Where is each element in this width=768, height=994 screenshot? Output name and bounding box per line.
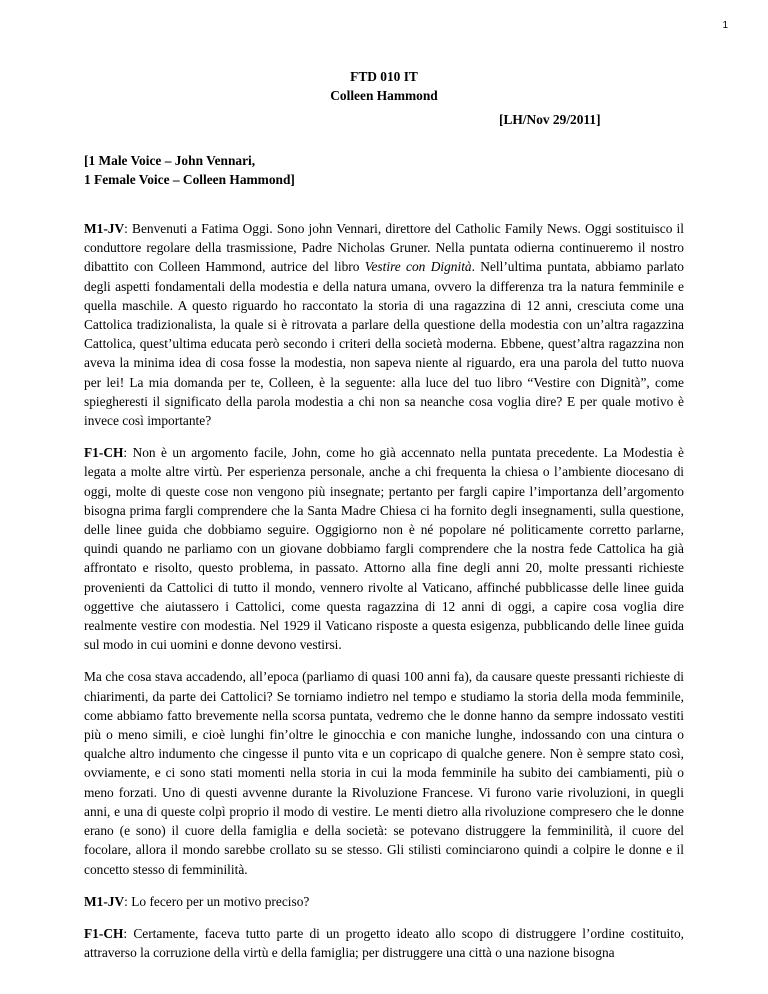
paragraph-text: . Nell’ultima puntata, abbiamo parlato degli aspetti fondamentali della modestia e della natura umana, ovvero la differenza tra la natura femminile e quella maschile. A questo riguardo ho raccontato la storia di una ragazzina di 12 anni, cresciuta come una Cattolica tradizionalista, la quale si è ritrovata a parlare della questione della modestia con un’altra ragazzina Cattolica, quest’ultima educata però secondo i criteri della società moderna. Ebbene, quest’altra ragazzina non aveva la minima idea di cosa fosse la modestia, non sapeva niente al riguardo, era una parola del tutto nuova per lei! La mia domanda per te, Colleen, è la seguente: alla luce del tuo libro “Vestire con Dignità”, come spiegheresti il significato della parola modestia a chi non sa neanche cosa voglia dire? E per quale motivo è invece così importante? xyxy=(84,259,684,429)
transcript-paragraph xyxy=(84,892,684,911)
speaker-label: M1-JV xyxy=(84,893,125,909)
speaker-label: F1-CH xyxy=(84,445,124,461)
paragraph-text: : Lo fecero per un motivo preciso? xyxy=(124,893,310,909)
paragraph-text: : Non è un argomento facile, John, come ho già accennato nella puntata precedente. La Modestia è legata a molte altre virtù. Per esperienza personale, anche a chi frequenta la chiesa o l’ambiente diocesano di oggi, molte di queste cose non vengono più insegnate; pertanto per fargli capire l’importanza dell’argomento bisogna prima fargli comprendere che la Santa Madre Chiesa ci ha fornito degli insegnamenti, sulla questione, delle linee guida che dobbiamo seguire. Oggigiorno non è né popolare né politicamente corretto parlarne, quindi quando ne parliamo con un giovane dobbiamo fargli comprendere che la nostra fede Cattolica ha già affrontato e risolto, questo problema, in passato. Attorno alla fine degli anni 20, molte pressanti richieste provenienti da Cattolici di tutto il mondo, vennero rivolte al Vaticano, affinché pubblicasse delle linee guida oggettive che aiutassero i Cattolici, come questa ragazzina di 12 anni di oggi, a capire cosa voglia dire realmente vestire con modestia. Nel 1929 il Vaticano risposte a questa esigenza, pubblicando delle linee guida sul modo in cui uomini e donne devono vestirsi. xyxy=(84,445,684,653)
paragraph-text: : Certamente, faceva tutto parte di un progetto ideato allo scopo di distruggere l’ordine costituito, attraverso la corruzione della virtù e della famiglia; per distruggere una città o una nazione bisogna xyxy=(84,925,684,961)
document-author: Colleen Hammond xyxy=(330,88,438,103)
voice-male: [1 Male Voice – John Vennari, xyxy=(84,153,256,168)
transcript-paragraph xyxy=(84,443,684,654)
page-number: 1 xyxy=(722,20,728,31)
transcript-paragraph xyxy=(84,924,684,962)
book-title: Vestire con Dignità xyxy=(364,259,472,275)
speaker-label: M1-JV xyxy=(84,221,125,236)
voice-female: 1 Female Voice – Colleen Hammond] xyxy=(84,172,295,188)
document-date-ref: [LH/Nov 29/2011] xyxy=(499,112,601,127)
speaker-label: F1-CH xyxy=(84,925,124,941)
transcript xyxy=(84,219,684,975)
paragraph-text: Ma che cosa stava accadendo, all’epoca (parliamo di quasi 100 anni fa), da causare queste pressanti richieste di chiarimenti, da parte dei Cattolici? Se torniamo indietro nel tempo e studiamo la storia della moda femminile, come abbiamo fatto brevemente nella scorsa puntata, vedremo che le donne hanno da sempre indossato vestiti più o meno simili, e cioè lunghi fin’oltre le ginocchia e con maniche lunghe, indossando con una cintura o qualche altro indumento che cingesse il punto vita e un copricapo di qualche genere. Non è sempre stato così, ovviamente, e ci sono stati momenti nella storia in cui la moda femminile ha subito dei cambiamenti, più o meno forzati. Uno di questi avvenne durante la Rivoluzione Francese. Vi furono varie rivoluzioni, in quegli anni, e una di queste colpì proprio il modo di vestire. Le menti dietro alla rivoluzione compresero che le donne erano (e sono) il cuore della famiglia e della società: se potevano distruggere la femminilità, il cuore del focolare, allora il mondo sarebbe crollato su se stesso. Gli stilisti cominciarono quindi a colpire le donne e il concetto stesso di femminilità. xyxy=(84,669,684,877)
paragraph-text: : Benvenuti a Fatima Oggi. Sono john Vennari, direttore del Catholic Family News. Oggi sostituisco il conduttore regolare della trasmissione, Padre Nicholas Gruner. Nella puntata odierna continueremo il nostro dibattito con Colleen Hammond, autrice del libro xyxy=(84,221,684,275)
transcript-paragraph xyxy=(84,667,684,878)
transcript-paragraph xyxy=(84,219,684,430)
document-code: FTD 010 IT xyxy=(350,69,418,84)
voices-list xyxy=(84,151,295,189)
